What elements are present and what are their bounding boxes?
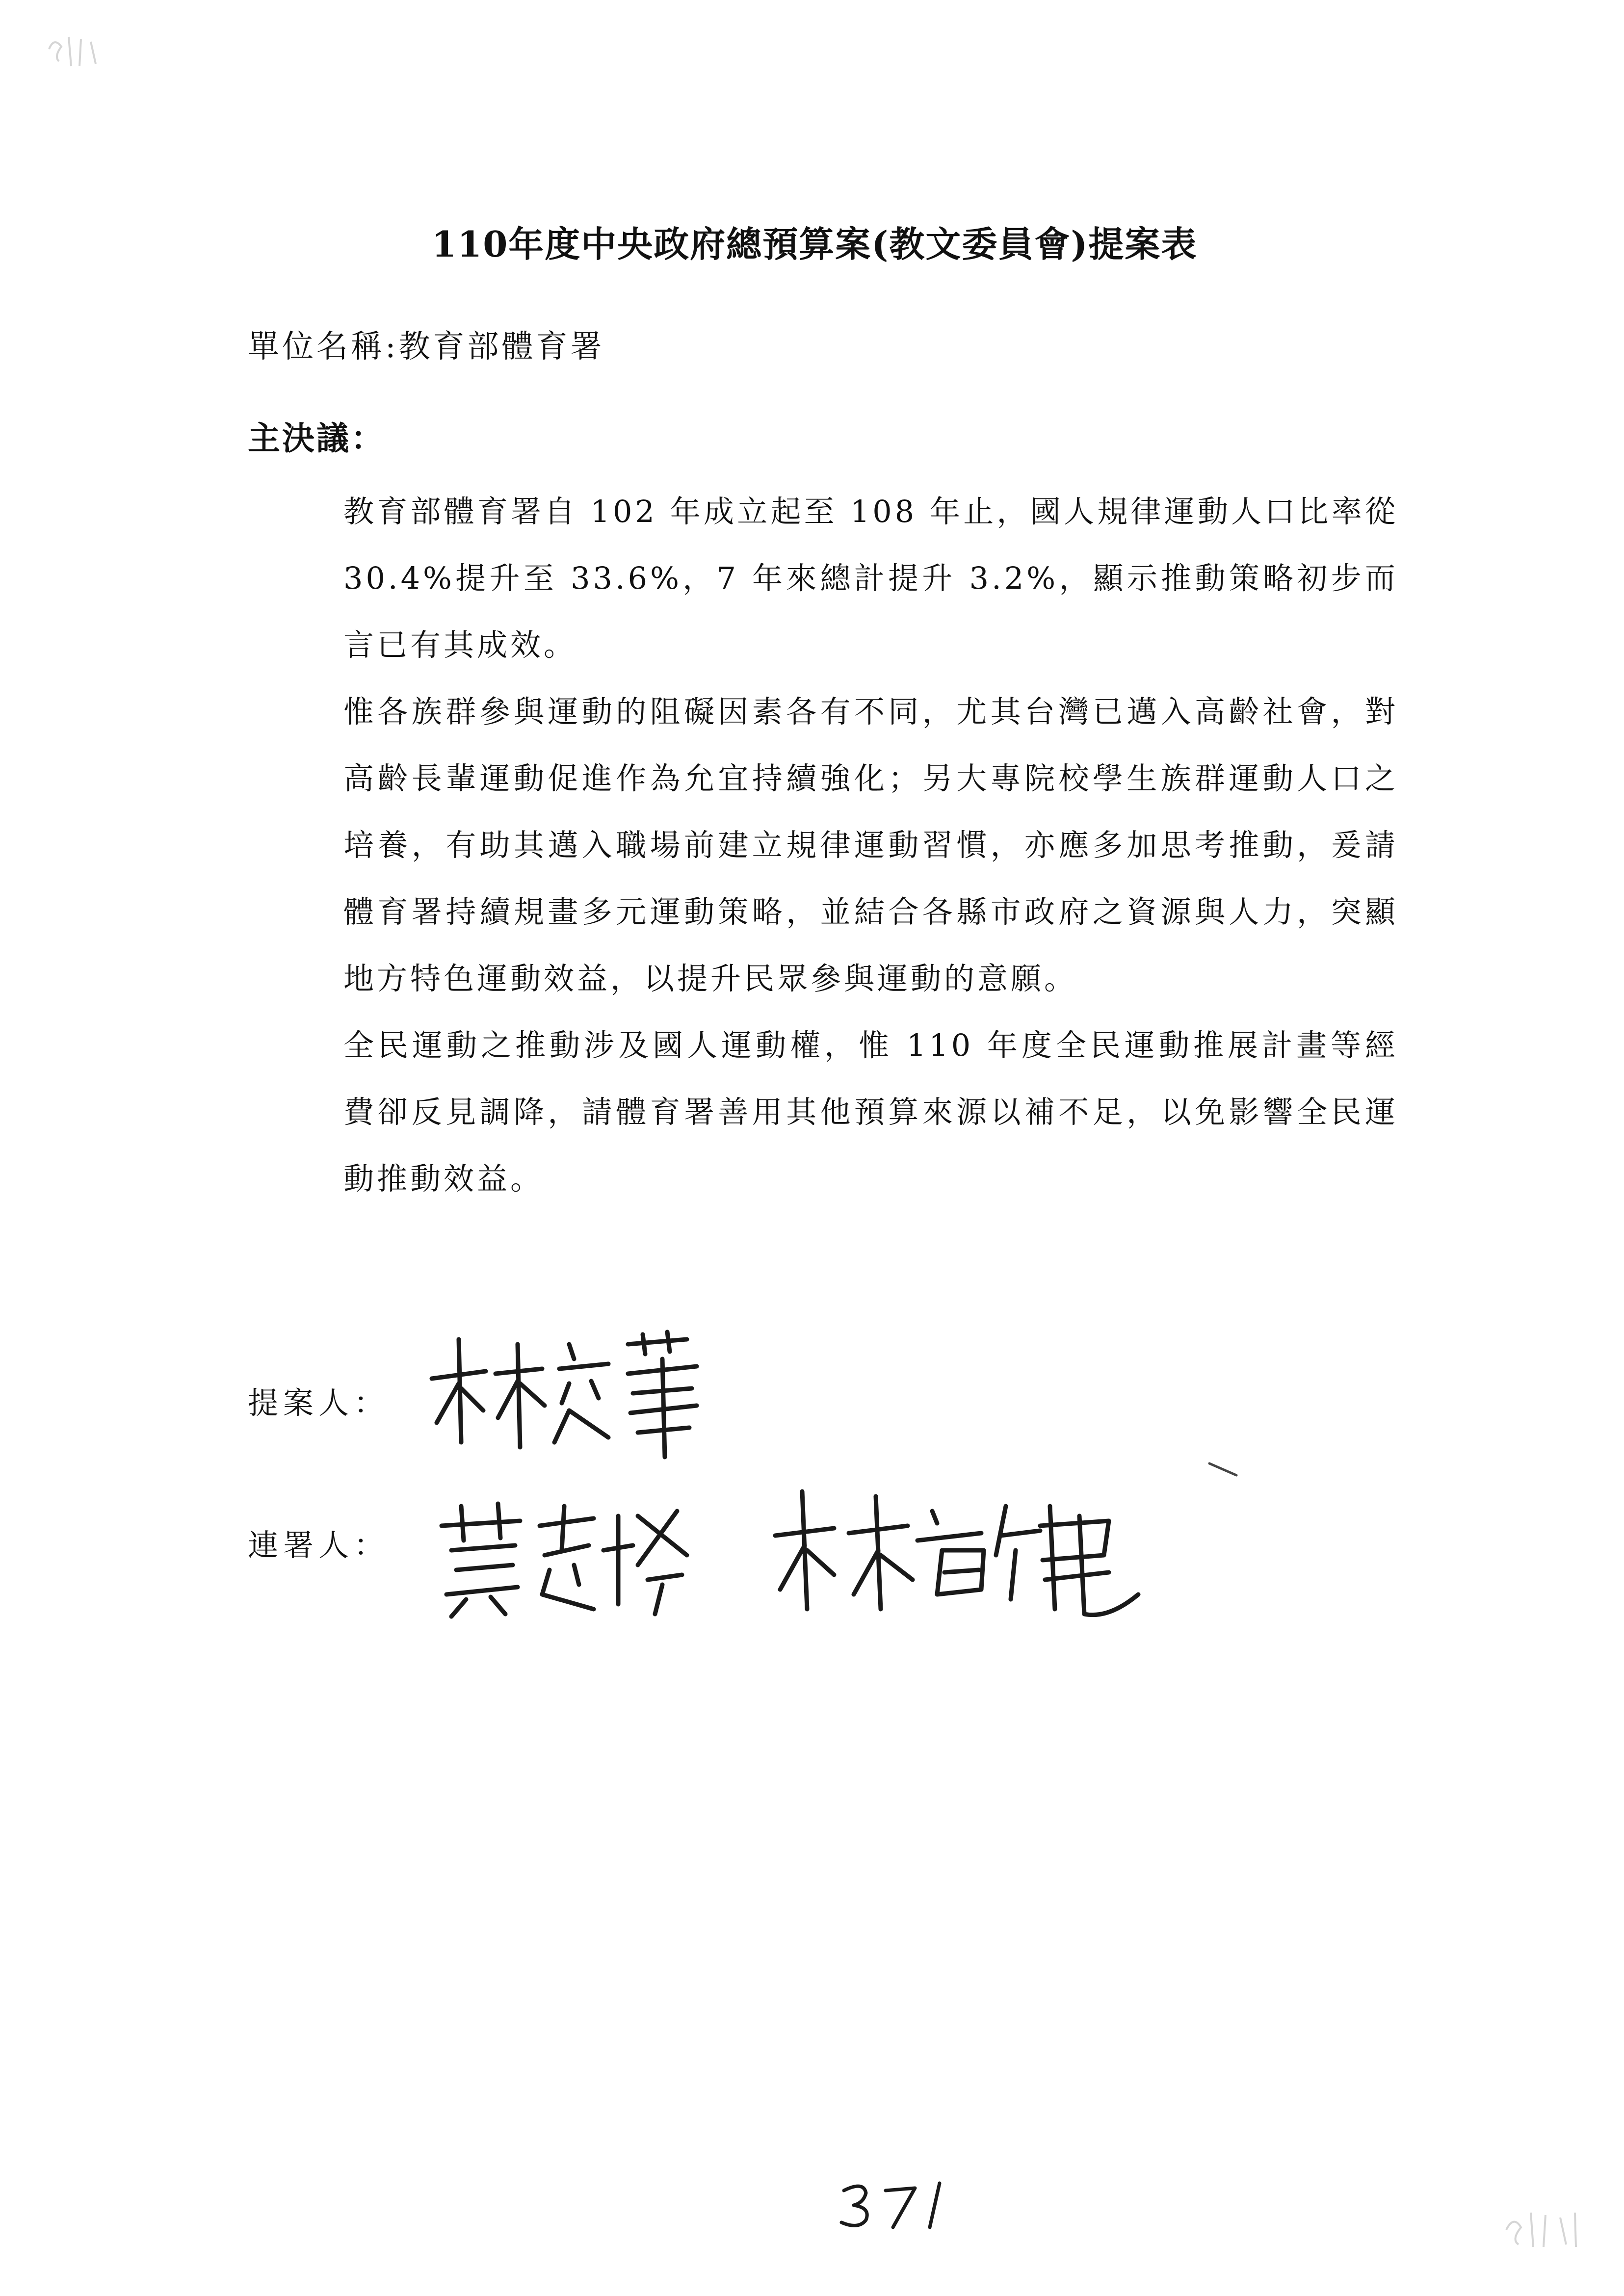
proposer-signature: [422, 1325, 765, 1462]
stray-pen-mark: [1207, 1460, 1241, 1479]
bleed-through-mark-top: [44, 29, 113, 76]
cosigner-signature-2: [765, 1477, 1158, 1624]
unit-line: [248, 321, 605, 366]
unit-label: 單位名稱:: [248, 329, 399, 365]
proposer-label: 提案人：: [248, 1385, 390, 1421]
cosigner-label: 連署人：: [248, 1527, 390, 1563]
resolution-paragraph: 教育部體育署自 102 年成立起至 108 年止，國人規律運動人口比率從 30.4%提升至 33.6%，7 年來總計提升 3.2%，顯示推動策略初步而言已有其成效。: [343, 494, 1398, 663]
resolution-label: 主決議：: [248, 419, 385, 457]
handwritten-page-number: [834, 2178, 957, 2234]
resolution-paragraph: 全民運動之推動涉及國人運動權，惟 110 年度全民運動推展計畫等經費卻反見調降，請體育署善用其他預算來源以補不足，以免影響全民運動推動效益。: [343, 1027, 1398, 1197]
cosigner-signature-1: [432, 1496, 707, 1624]
document-title: 110年度中央政府總預算案(教文委員會)提案表: [432, 223, 1198, 265]
resolution-body: [343, 478, 1398, 1212]
unit-name: 教育部體育署: [398, 329, 605, 365]
resolution-paragraph: 惟各族群參與運動的阻礙因素各有不同，尤其台灣已邁入高齡社會，對高齡長輩運動促進作為允宜持續強化；另大專院校學生族群運動人口之培養，有助其邁入職場前建立規律運動習慣，亦應多加思考推動，爰請體育署持續規畫多元運動策略，並結合各縣市政府之資源與人力，突顯地方特色運動效益，以提升民眾參與運動的意願。: [343, 694, 1398, 996]
bleed-through-mark-bottom: [1501, 2203, 1590, 2259]
